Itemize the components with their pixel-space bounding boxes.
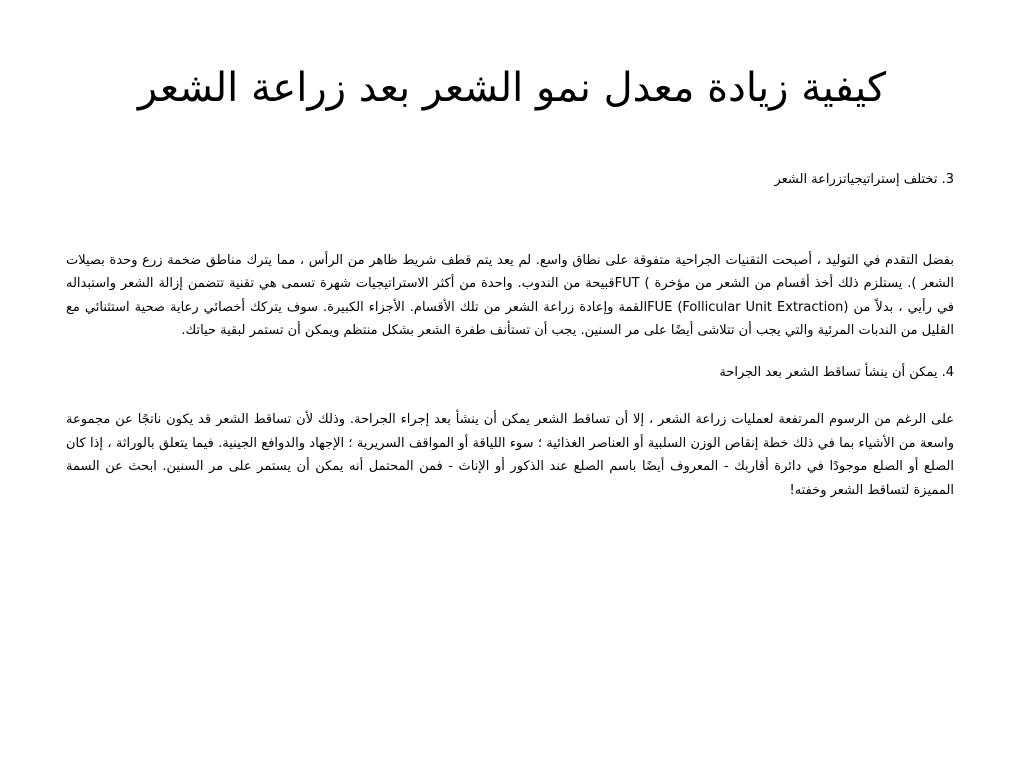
slide-title: كيفية زيادة معدل نمو الشعر بعد زراعة الشعر bbox=[137, 65, 887, 111]
section-body-3: بفضل التقدم في التوليد ، أصبحت التقنيات الجراحية متفوقة على نطاق واسع. لم يعد يتم قطف شريط ظاهر من الرأس ، مما يترك مناطق ضخمة زرع وحدة بصيلات الشعر ). يستلزم ذلك أخذ أقسام من الشعر من مؤخرة ) FUTقبيحة من الندوب. واحدة من أكثر الاستراتيجيات شهرة تسمى هي تقنية تتضمن إزالة الشعر واستبداله في رأيي ، بدلاً من FUE (Follicular Unit Extraction)القمة وإعادة زراعة الشعر من تلك الأقسام. الأجزاء الكبيرة. سوف يتركك أخصائي رعاية صحية استثنائي مع القليل من الندبات المرئية والتي يجب أن تتلاشى أيضًا على مر السنين. يجب أن تستأنف طفرة الشعر بشكل منتظم ويمكن أن تستمر لبقية حياتك. bbox=[66, 252, 954, 338]
spacer bbox=[66, 343, 954, 361]
slide-content bbox=[66, 168, 954, 502]
section-body-4: على الرغم من الرسوم المرتفعة لعمليات زراعة الشعر ، إلا أن تساقط الشعر يمكن أن ينشأ بعد إجراء الجراحة. وذلك لأن تساقط الشعر قد يكون ناتجًا عن مجموعة واسعة من الأشياء بما في ذلك خطة إنقاص الوزن السلبية أو العناصر الغذائية ؛ سوء اللياقة أو المواقف السريرية ؛ الإجهاد والدوافع الجينية. فيما يتعلق بالوراثة ، إذا كان الصلع أو الصلع موجودًا في دائرة أقاربك - المعروف أيضًا باسم الصلع عند الذكور أو الإناث - فمن المحتمل أنه يمكن أن يستمر على مر السنين. ابحث عن السمة المميزة لتساقط الشعر وخفته! bbox=[66, 412, 954, 498]
section-heading-4: 4. يمكن أن ينشأ تساقط الشعر بعد الجراحة bbox=[719, 364, 954, 380]
spacer bbox=[66, 192, 954, 249]
spacer bbox=[66, 384, 954, 408]
section-heading-3: 3. تختلف إستراتيجياتزراعة الشعر bbox=[774, 172, 954, 187]
